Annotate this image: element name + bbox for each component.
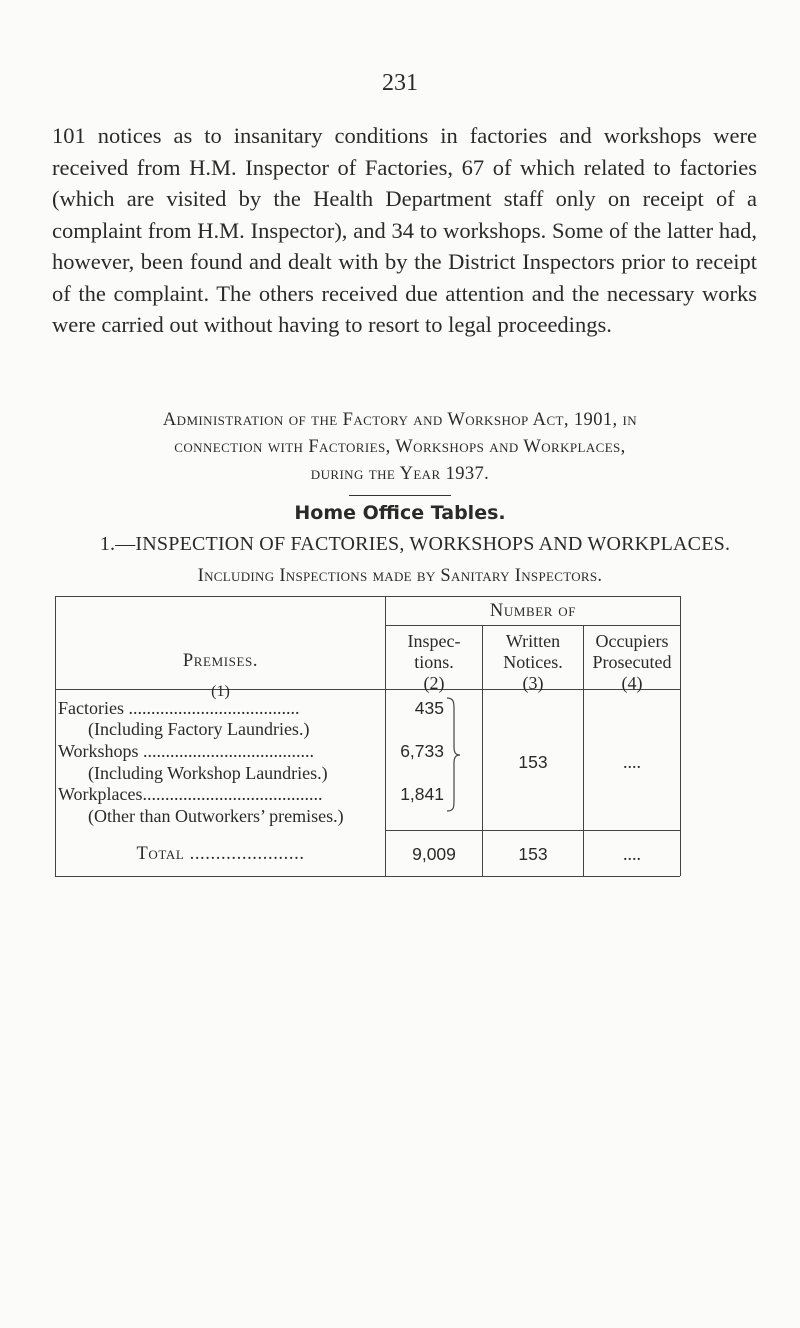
col4-header-line3: (4) (621, 673, 643, 693)
row-workplaces-note: (Other than Outworkers’ premises.) (88, 806, 344, 826)
row-factories-label: Factories ...................................... (58, 698, 300, 718)
col2-header (386, 631, 482, 694)
col4-header-line2: Prosecuted (592, 652, 672, 672)
row-factories-note: (Including Factory Laundries.) (88, 719, 310, 739)
col2-header-line3: (2) (423, 673, 445, 693)
home-office-title: Home Office Tables. (294, 502, 506, 524)
col3-header-line3: (3) (522, 673, 544, 693)
total-inspections: 9,009 (412, 844, 456, 864)
row-workshops-note: (Including Workshop Laundries.) (88, 763, 328, 783)
total-prosecuted: .... (623, 844, 641, 864)
number-of-header: Number of (489, 601, 577, 621)
grouping-brace (444, 695, 464, 813)
right-border (680, 596, 681, 876)
premises-header: Premises. (182, 651, 259, 671)
table-bottom-rule (55, 876, 680, 877)
page-number: 231 (382, 70, 418, 96)
total-label: Total ...................... (136, 844, 305, 864)
body-paragraph: 101 notices as to insanitary conditions in factories and workshops were received from H.M. Inspector of Factories, 67 of which related to factories (which are visited by the Health Department staff only on receipt of a complaint from H.M. Inspector), and 34 to workshops. Some of the latter had, however, been found and dealt with by the District Inspectors prior to receipt of the complaint. The others received due attention and the necessary works were carried out without having to resort to legal proceedings. (52, 123, 757, 337)
value-factories: 435 (414, 698, 444, 718)
col3-header (483, 631, 583, 694)
total-notices: 153 (518, 844, 548, 864)
col3-header-line2: Notices. (503, 652, 563, 672)
col2-header-line2: tions. (414, 652, 454, 672)
heading-line-1: Administration of the Factory and Workshop Act, 1901, in (162, 410, 638, 430)
row-workplaces-label: Workplaces........................................ (58, 784, 323, 804)
value-workplaces: 1,841 (400, 784, 444, 804)
number-of-rule (385, 625, 680, 626)
separator-rule (349, 495, 451, 496)
col4-header-line1: Occupiers (595, 631, 669, 651)
row-workshops-label: Workshops ...................................... (58, 741, 315, 761)
section-title: 1.—INSPECTION OF FACTORIES, WORKSHOPS AND WORKPLACES. (99, 533, 731, 555)
premises-col-number: (1) (211, 683, 230, 700)
col4-header (584, 631, 680, 694)
value-prosecuted: .... (623, 752, 641, 772)
heading-line-2: connection with Factories, Workshops and Workplaces, (174, 437, 626, 457)
table-top-rule (55, 596, 680, 597)
heading-line-3: during the Year 1937. (310, 464, 490, 484)
col2-header-line1: Inspec- (407, 631, 461, 651)
value-workshops: 6,733 (400, 741, 444, 761)
section-subtitle: Including Inspections made by Sanitary Inspectors. (197, 566, 603, 586)
left-border (55, 596, 56, 876)
col3-header-line1: Written (505, 631, 561, 651)
total-top-rule (385, 830, 680, 831)
value-written-notices: 153 (518, 752, 548, 772)
